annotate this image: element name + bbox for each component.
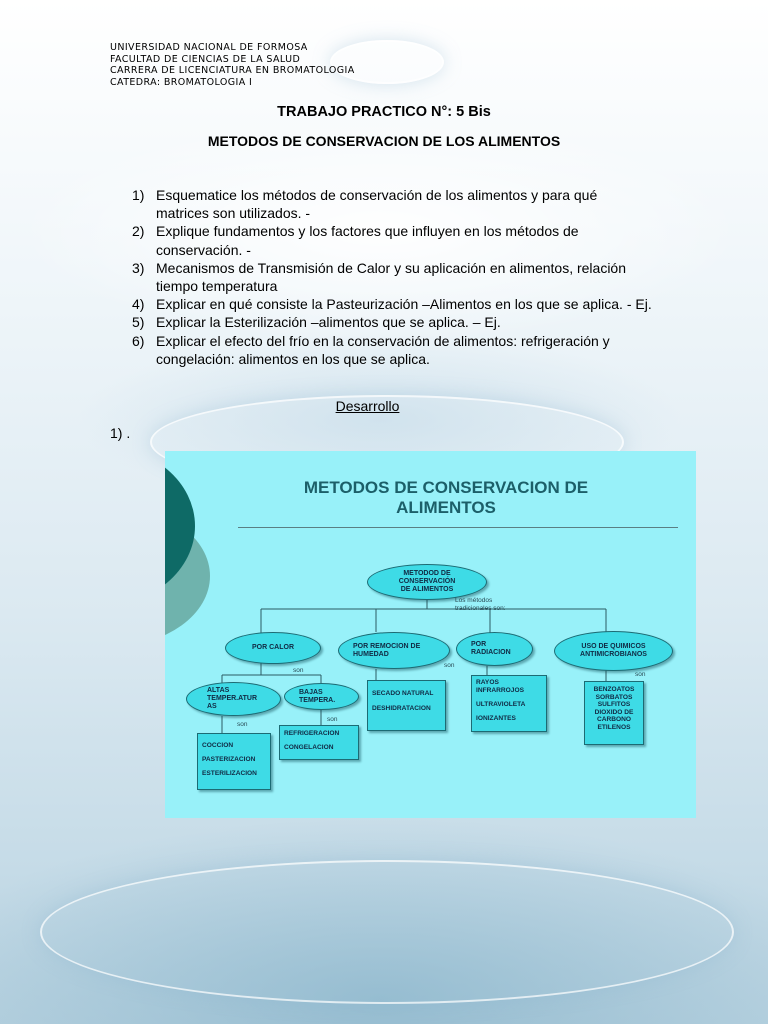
box-item: ESTERILIZACION bbox=[202, 770, 257, 777]
node-text: METODOD DE bbox=[403, 570, 451, 577]
node-text: POR REMOCION DE bbox=[353, 642, 421, 650]
question-item bbox=[132, 313, 652, 331]
node-text: HUMEDAD bbox=[353, 650, 389, 658]
root-node-ellipse bbox=[367, 564, 487, 600]
node-text: USO DE QUIMICOS bbox=[581, 643, 646, 650]
box-item: SULFITOS bbox=[597, 701, 631, 709]
question-item bbox=[132, 295, 652, 313]
box-item: PASTERIZACION bbox=[202, 756, 256, 763]
slide-title-line: ALIMENTOS bbox=[396, 498, 496, 517]
branch-por-radiacion bbox=[456, 632, 533, 666]
node-text: ALTAS bbox=[207, 687, 230, 694]
altas-temperaturas-box bbox=[197, 733, 271, 790]
question-text: Explicar el efecto del frío en la conservación de alimentos: refrigeración y congelación: alimentos en los que se aplica. bbox=[156, 332, 610, 367]
remocion-humedad-box bbox=[367, 680, 446, 731]
header-line: UNIVERSIDAD NACIONAL DE FORMOSA bbox=[110, 42, 308, 53]
note-text: tradicionales son: bbox=[455, 604, 506, 612]
radiacion-box bbox=[471, 675, 547, 732]
box-item: SECADO NATURAL bbox=[372, 690, 434, 697]
branch-por-remocion-humedad bbox=[338, 632, 450, 669]
question-number: 3) bbox=[132, 259, 145, 276]
question-item bbox=[132, 222, 652, 258]
root-note bbox=[455, 597, 506, 612]
header-line: CATEDRA: BROMATOLOGIA I bbox=[110, 76, 253, 88]
header-line: CARRERA DE LICENCIATURA EN BROMATOLOGIA bbox=[110, 65, 355, 76]
son-label: son bbox=[237, 721, 248, 728]
node-text: TEMPERA. bbox=[299, 696, 336, 704]
box-item: CONGELACION bbox=[284, 744, 334, 751]
question-number: 5) bbox=[132, 314, 145, 331]
node-text: ANTIMICROBIANOS bbox=[580, 651, 647, 658]
document-title: TRABAJO PRACTICO N°: 5 Bis bbox=[277, 104, 491, 120]
question-list bbox=[132, 186, 652, 368]
header-line: FACULTAD DE CIENCIAS DE LA SALUD bbox=[110, 53, 301, 65]
box-item: DIOXIDO DE bbox=[594, 708, 634, 716]
question-item bbox=[132, 332, 652, 368]
question-text: Explicar en qué consiste la Pasteurización –Alimentos en los que se aplica. - Ej. bbox=[156, 296, 652, 313]
question-text: Explique fundamentos y los factores que influyen en los métodos de conservación. - bbox=[156, 223, 579, 258]
node-text: BAJAS bbox=[299, 688, 323, 696]
box-item: REFRIGERACION bbox=[284, 730, 340, 737]
node-text: POR bbox=[471, 641, 487, 648]
document-subtitle: METODOS DE CONSERVACION DE LOS ALIMENTOS bbox=[207, 133, 561, 149]
node-text: POR CALOR bbox=[252, 644, 294, 651]
question-text: Explicar la Esterilización –alimentos que se aplica. – Ej. bbox=[156, 314, 501, 331]
box-item: ETILENOS bbox=[597, 723, 631, 731]
bajas-temperaturas-node bbox=[284, 683, 359, 710]
section-number: 1) . bbox=[110, 425, 131, 441]
box-item: COCCION bbox=[202, 742, 234, 749]
water-ripple bbox=[40, 860, 734, 1004]
concept-map-slide bbox=[165, 451, 696, 818]
son-label: son bbox=[327, 716, 338, 723]
box-item: SORBATOS bbox=[595, 693, 633, 701]
box-item: CARBONO bbox=[596, 716, 632, 724]
question-item bbox=[132, 186, 652, 222]
box-item: IONIZANTES bbox=[476, 715, 516, 722]
node-text: DE ALIMENTOS bbox=[400, 586, 454, 593]
question-number: 2) bbox=[132, 223, 145, 240]
bajas-temperaturas-box bbox=[279, 725, 359, 760]
question-number: 1) bbox=[132, 187, 145, 203]
box-item: INFRARROJOS bbox=[476, 687, 524, 694]
box-item: BENZOATOS bbox=[593, 686, 635, 693]
branch-uso-de-quimicos bbox=[554, 631, 673, 671]
question-text: Esquematice los métodos de conservación de los alimentos y para qué matrices son utilizados. - bbox=[156, 187, 598, 222]
quimicos-box bbox=[584, 681, 644, 745]
question-number: 6) bbox=[132, 332, 145, 349]
question-text: Mecanismos de Transmisión de Calor y su aplicación en alimentos, relación tiempo temperatura bbox=[156, 259, 626, 295]
altas-temperaturas-node bbox=[186, 682, 281, 716]
box-item: ULTRAVIOLETA bbox=[476, 701, 526, 708]
slide-title-line: METODOS DE CONSERVACION DE bbox=[303, 478, 589, 497]
son-label: son bbox=[444, 662, 455, 669]
box-item: RAYOS bbox=[476, 679, 499, 686]
node-text: AS bbox=[207, 703, 217, 710]
question-item bbox=[132, 259, 652, 295]
question-number: 4) bbox=[132, 296, 145, 313]
development-heading: Desarrollo bbox=[335, 398, 400, 414]
institution-header bbox=[110, 42, 355, 88]
son-label: son bbox=[293, 667, 304, 674]
son-label: son bbox=[635, 671, 646, 678]
node-text: RADIACION bbox=[471, 649, 511, 656]
node-text: TEMPER.ATUR bbox=[207, 695, 258, 702]
branch-por-calor bbox=[225, 632, 321, 664]
box-item: DESHIDRATACION bbox=[372, 705, 431, 712]
note-text: Los métodos bbox=[455, 597, 493, 604]
node-text: CONSERVACIÓN bbox=[398, 578, 456, 585]
